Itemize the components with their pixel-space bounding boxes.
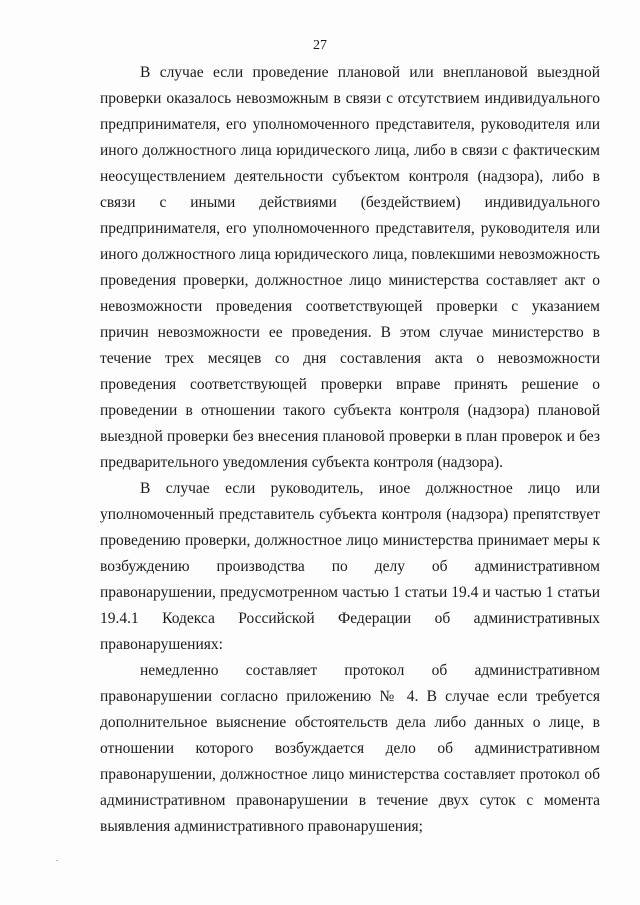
page-number: 27 (313, 38, 327, 53)
document-body (100, 60, 600, 840)
scan-artifact (56, 860, 58, 861)
paragraph-protocol-drafting: немедленно составляет протокол об административном правонарушении согласно приложению № 4. В случае если требуется дополнительное выяснение обстоятельств дела либо данных о лице, в отношении которого возбуждается дело об административном правонарушении, должностное лицо министерства составляет протокол об административном правонарушении в течение двух суток с момента выявления административного правонарушения; (100, 662, 600, 835)
paragraph-impossible-inspection: В случае если проведение плановой или внеплановой выездной проверки оказалось невозможным в связи с отсутствием индивидуального предпринимателя, его уполномоченного представителя, руководителя или иного должностного лица юридического лица, либо в связи с фактическим неосуществлением деятельности субъектом контроля (надзора), либо в связи с иными действиями (бездействием) индивидуального предпринимателя, его уполномоченного представителя, руководителя или иного должностного лица юридического лица, повлекшими невозможность проведения проверки, должностное лицо министерства составляет акт о невозможности проведения соответствующей проверки с указанием причин невозможности ее проведения. В этом случае министерство в течение трех месяцев со дня составления акта о невозможности проведения соответствующей проверки вправе принять решение о проведении в отношении такого субъекта контроля (надзора) плановой выездной проверки без внесения плановой проверки в план проверок и без предварительного уведомления субъекта контроля (надзора). (100, 64, 600, 471)
paragraph-obstruction-measures: В случае если руководитель, иное должностное лицо или уполномоченный представитель субъекта контроля (надзора) препятствует проведению проверки, должностное лицо министерства принимает меры к возбуждению производства по делу об административном правонарушении, предусмотренном частью 1 статьи 19.4 и частью 1 статьи 19.4.1 Кодекса Российской Федерации об административных правонарушениях: (100, 480, 600, 653)
